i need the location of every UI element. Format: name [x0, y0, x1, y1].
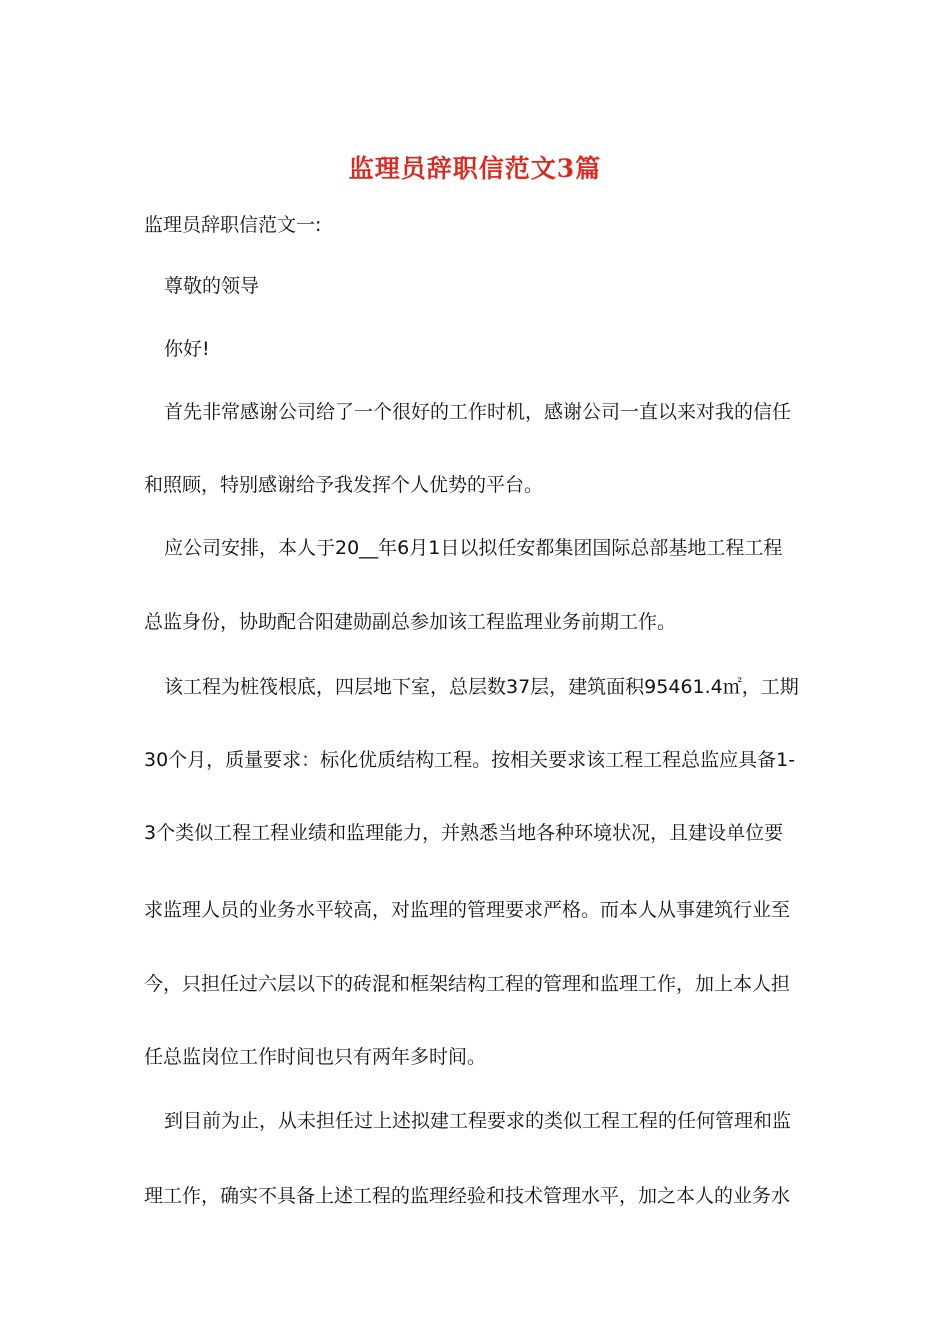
paragraph-line: 求监理人员的业务水平较高，对监理的管理要求严格。而本人从事建筑行业至	[144, 899, 791, 921]
paragraph-line: 任总监岗位工作时间也只有两年多时间。	[144, 1046, 487, 1068]
paragraph-line: 理工作，确实不具备上述工程的监理经验和技术管理水平，加之本人的业务水	[144, 1185, 791, 1207]
section-heading: 监理员辞职信范文一:	[144, 214, 322, 236]
paragraph-line: 首先非常感谢公司给了一个很好的工作时机，感谢公司一直以来对我的信任	[164, 401, 792, 423]
salutation: 尊敬的领导	[164, 275, 260, 297]
paragraph-line: 到目前为止，从未担任过上述拟建工程要求的类似工程工程的任何管理和监	[164, 1110, 792, 1132]
document-title: 监理员辞职信范文3篇	[348, 154, 602, 183]
paragraph-line: 总监身份，协助配合阳建勋副总参加该工程监理业务前期工作。	[144, 611, 677, 633]
paragraph-line: 今，只担任过六层以下的砖混和框架结构工程的管理和监理工作，加上本人担	[144, 973, 791, 995]
paragraph-line: 应公司安排，本人于20__年6月1日以拟任安都集团国际总部基地工程工程	[164, 537, 783, 559]
greeting: 你好!	[164, 338, 210, 360]
paragraph-line: 该工程为桩筏根底，四层地下室，总层数37层，建筑面积95461.4㎡，工期	[164, 676, 799, 698]
paragraph-line: 和照顾，特别感谢给予我发挥个人优势的平台。	[144, 474, 544, 496]
paragraph-line: 30个月，质量要求：标化优质结构工程。按相关要求该工程工程总监应具备1-	[144, 749, 796, 771]
paragraph-line: 3个类似工程工程业绩和监理能力，并熟悉当地各种环境状况，且建设单位要	[144, 822, 784, 844]
